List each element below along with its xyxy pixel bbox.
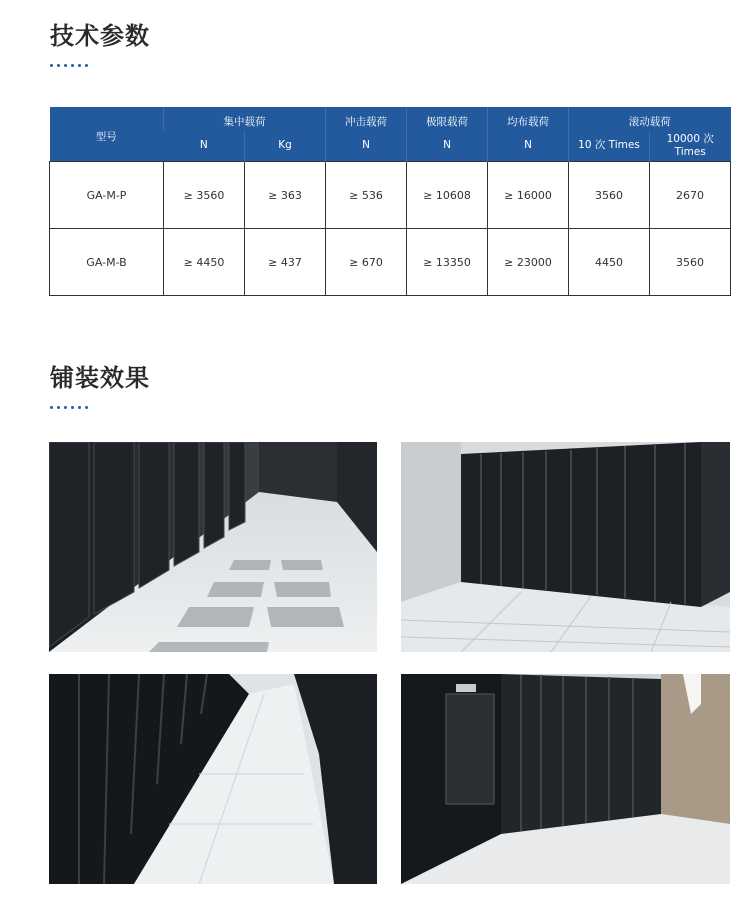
effects-title-dots	[50, 406, 88, 409]
header-unit: 10000 次 Times	[650, 131, 731, 162]
table-cell: ≥ 23000	[488, 229, 569, 296]
installation-photo-white-aisle	[49, 674, 377, 884]
table-cell: ≥ 13350	[407, 229, 488, 296]
header-concentrated-load: 集中载荷	[164, 107, 326, 131]
specs-title-dots	[50, 64, 88, 67]
table-cell: ≥ 536	[326, 162, 407, 229]
table-cell: ≥ 16000	[488, 162, 569, 229]
header-unit: N	[164, 131, 245, 162]
table-cell: 3560	[569, 162, 650, 229]
table-cell-model: GA-M-P	[50, 162, 164, 229]
table-row	[50, 162, 731, 229]
table-cell: ≥ 4450	[164, 229, 245, 296]
header-model: 型号	[50, 107, 164, 162]
header-rolling-load: 滚动载荷	[569, 107, 731, 131]
spec-table	[49, 107, 731, 296]
specs-title: 技术参数	[50, 22, 150, 50]
table-cell: 2670	[650, 162, 731, 229]
header-unit: N	[488, 131, 569, 162]
installation-photo-large-room	[401, 674, 730, 884]
header-unit: Kg	[245, 131, 326, 162]
table-cell: ≥ 437	[245, 229, 326, 296]
table-cell: ≥ 3560	[164, 162, 245, 229]
table-cell: ≥ 670	[326, 229, 407, 296]
installation-photo-rack-row	[401, 442, 730, 652]
table-cell: 3560	[650, 229, 731, 296]
header-unit: N	[407, 131, 488, 162]
header-uniform-load: 均布载荷	[488, 107, 569, 131]
effects-title: 铺装效果	[50, 364, 150, 392]
header-ultimate-load: 极限载荷	[407, 107, 488, 131]
header-impact-load: 冲击载荷	[326, 107, 407, 131]
table-cell: ≥ 10608	[407, 162, 488, 229]
header-unit: N	[326, 131, 407, 162]
table-row	[50, 229, 731, 296]
installation-photo-corridor	[49, 442, 377, 652]
header-unit: 10 次 Times	[569, 131, 650, 162]
table-cell: ≥ 363	[245, 162, 326, 229]
table-cell: 4450	[569, 229, 650, 296]
table-cell-model: GA-M-B	[50, 229, 164, 296]
